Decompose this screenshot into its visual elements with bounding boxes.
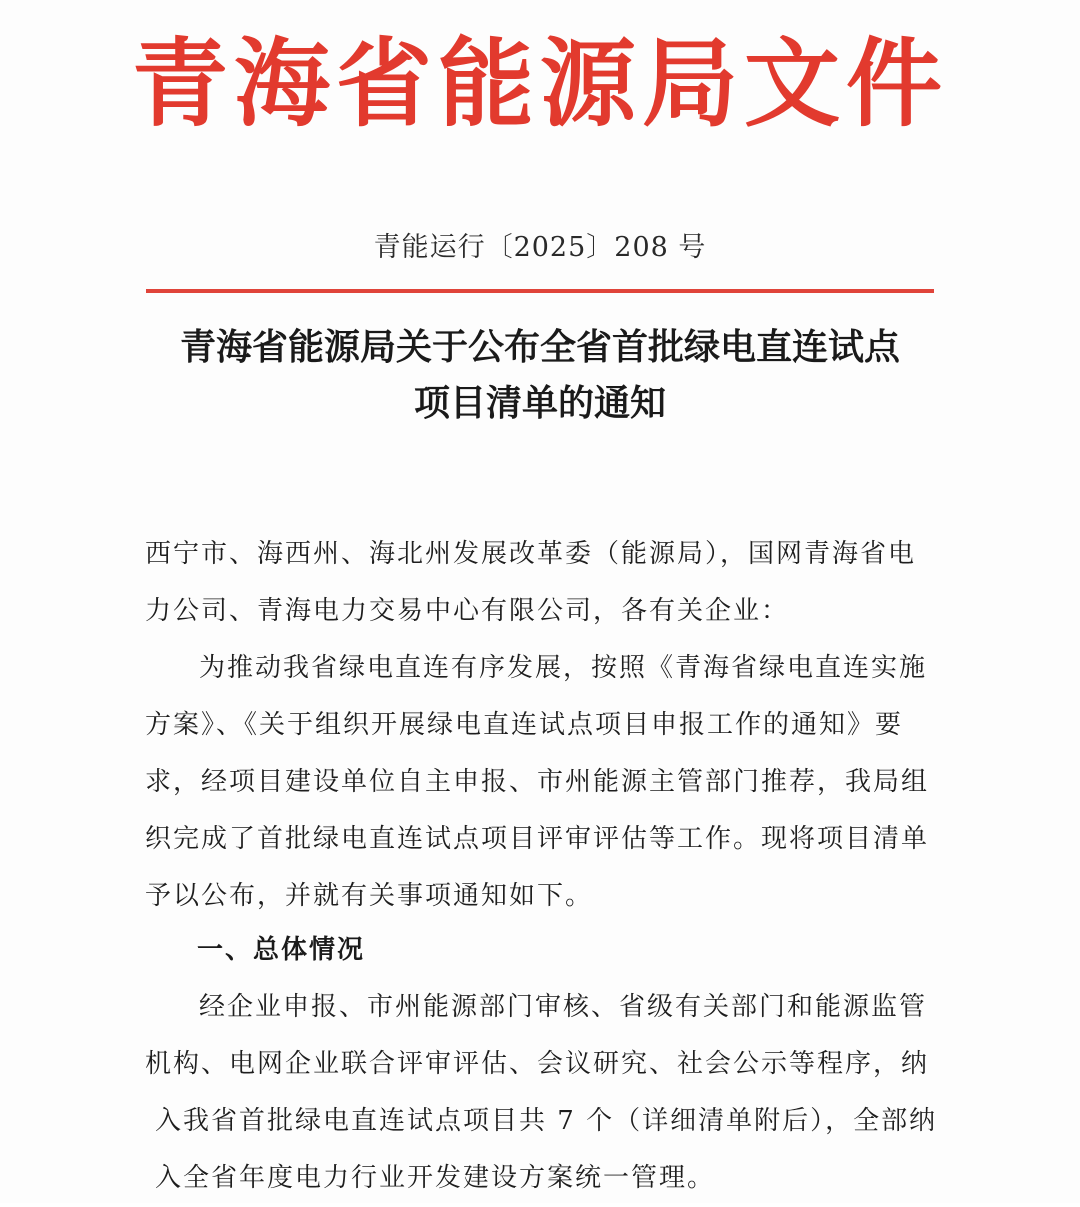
paragraph-line: 经企业申报、市州能源部门审核、省级有关部门和能源监管 bbox=[199, 992, 928, 1022]
section-1-heading: 一、总体情况 bbox=[197, 935, 366, 965]
document-number: 青能运行〔2025〕208 号 bbox=[373, 232, 707, 263]
red-divider-rule bbox=[146, 289, 934, 293]
addressee-line: 力公司、青海电力交易中心有限公司，各有关企业： bbox=[145, 596, 790, 626]
paragraph-line: 为推动我省绿电直连有序发展，按照《青海省绿电直连实施 bbox=[199, 653, 928, 683]
addressee-block bbox=[145, 526, 935, 640]
paragraph-line: 方案》、《关于组织开展绿电直连试点项目申报工作的通知》要 bbox=[145, 710, 904, 740]
paragraph-line: 机构、电网企业联合评审评估、会议研究、社会公示等程序，纳 bbox=[145, 1049, 930, 1079]
paragraph-line: 织完成了首批绿电直连试点项目评审评估等工作。现将项目清单 bbox=[145, 824, 930, 854]
paragraph-1 bbox=[145, 640, 935, 925]
title-line-2: 项目清单的通知 bbox=[413, 383, 666, 424]
paragraph-line: 予以公布，并就有关事项通知如下。 bbox=[145, 881, 594, 911]
title-line-1: 青海省能源局关于公布全省首批绿电直连试点 bbox=[179, 327, 900, 368]
addressee-line: 西宁市、海西州、海北州发展改革委（能源局），国网青海省电 bbox=[145, 539, 917, 569]
document-masthead: 青海省能源局文件 bbox=[132, 27, 948, 140]
paragraph-line: 入我省首批绿电直连试点项目共 7 个（详细清单附后），全部纳 bbox=[155, 1106, 938, 1136]
paragraph-line: 入全省年度电力行业开发建设方案统一管理。 bbox=[155, 1163, 716, 1193]
document-title bbox=[0, 320, 1080, 432]
paragraph-2 bbox=[145, 979, 938, 1207]
paragraph-line: 求，经项目建设单位自主申报、市州能源主管部门推荐，我局组 bbox=[145, 767, 930, 797]
